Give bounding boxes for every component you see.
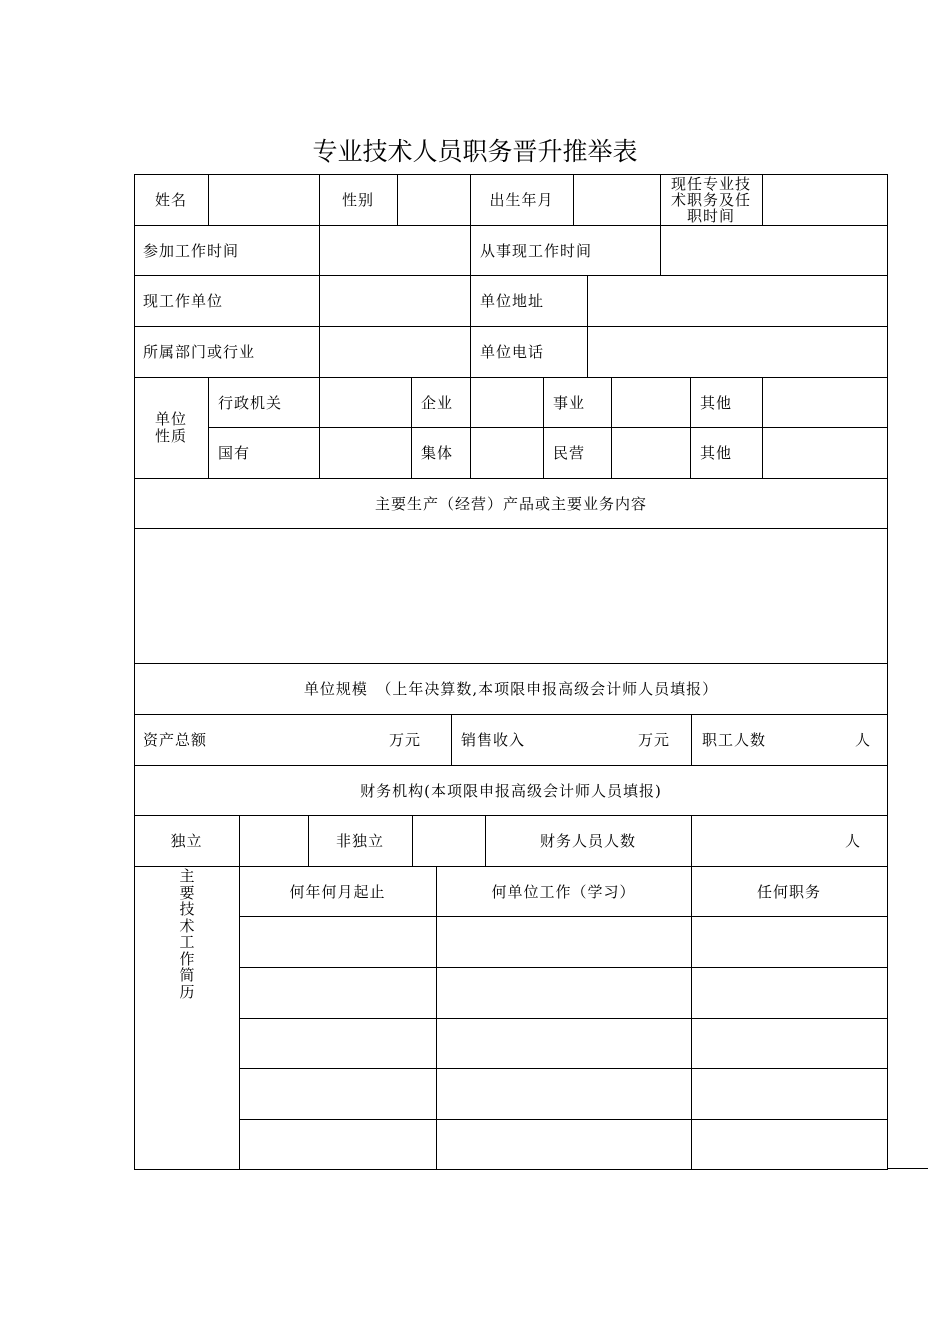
row-line <box>134 714 888 715</box>
col-line <box>239 815 240 866</box>
col-line <box>411 377 412 478</box>
current-position-label-line2: 术职务及任 <box>670 191 751 209</box>
table-border-bottom <box>134 1169 888 1170</box>
nature-option-state-owned: 国有 <box>218 444 251 462</box>
nature-label-line1: 单位 <box>154 410 187 428</box>
resume-col-time: 何年何月起止 <box>289 883 386 901</box>
col-line <box>762 377 763 478</box>
row-line <box>239 1018 888 1019</box>
work-start-label: 参加工作时间 <box>143 242 240 260</box>
table-border-right <box>887 174 888 1170</box>
employer-address-label: 单位地址 <box>480 292 545 310</box>
col-line <box>573 174 574 225</box>
total-assets-label: 资产总额 <box>143 731 208 749</box>
col-line <box>470 377 471 478</box>
stray-rule <box>888 1168 928 1169</box>
row-line <box>239 916 888 917</box>
birth-date-label: 出生年月 <box>489 191 554 209</box>
col-line <box>691 714 692 765</box>
nature-option-other-1: 其他 <box>700 394 733 412</box>
finance-section-header: 财务机构(本项限申报高级会计师人员填报) <box>360 782 662 800</box>
nature-option-other-2: 其他 <box>700 444 733 462</box>
total-assets-unit: 万元 <box>389 731 422 749</box>
row-line <box>208 427 888 428</box>
table-border-left <box>134 174 135 1170</box>
col-line <box>397 174 398 225</box>
current-work-start-label: 从事现工作时间 <box>480 242 593 260</box>
row-line <box>134 528 888 529</box>
current-position-label-line3: 职时间 <box>686 207 735 225</box>
department-label: 所属部门或行业 <box>143 343 256 361</box>
table-border-top <box>134 174 888 175</box>
col-line <box>319 225 320 275</box>
page-title: 专业技术人员职务晋升推举表 <box>312 137 638 166</box>
col-line <box>208 377 209 478</box>
scale-section-header: 单位规模 （上年决算数,本项限申报高级会计师人员填报） <box>303 680 719 698</box>
finance-independent-label: 独立 <box>170 832 203 850</box>
col-line <box>451 714 452 765</box>
resume-section-label: 主要技术工作简历 <box>179 867 195 1001</box>
row-line <box>239 967 888 968</box>
row-line <box>134 478 888 479</box>
finance-staff-count-label: 财务人员人数 <box>539 832 636 850</box>
row-line <box>134 275 888 276</box>
employer-label: 现工作单位 <box>143 292 224 310</box>
nature-option-private: 民营 <box>553 444 586 462</box>
nature-option-institution: 事业 <box>553 394 586 412</box>
col-line <box>691 815 692 866</box>
col-line <box>611 377 612 478</box>
resume-col-role: 任何职务 <box>756 883 821 901</box>
col-line <box>470 225 471 275</box>
col-line <box>660 225 661 275</box>
gender-label: 性别 <box>341 191 374 209</box>
finance-non-independent-label: 非独立 <box>335 832 384 850</box>
nature-option-collective: 集体 <box>421 444 454 462</box>
row-line <box>134 663 888 664</box>
nature-label-line2: 性质 <box>154 427 187 445</box>
col-line <box>319 275 320 377</box>
col-line <box>587 275 588 377</box>
finance-staff-unit: 人 <box>845 832 862 850</box>
nature-option-enterprise: 企业 <box>421 394 454 412</box>
row-line <box>134 866 888 867</box>
col-line <box>470 275 471 377</box>
col-line <box>239 866 240 1170</box>
col-line <box>543 377 544 478</box>
row-line <box>134 326 888 327</box>
col-line <box>319 377 320 478</box>
current-position-label-line1: 现任专业技 <box>670 175 751 193</box>
row-line <box>239 1119 888 1120</box>
row-line <box>134 765 888 766</box>
col-line <box>436 866 437 1170</box>
staff-count-unit: 人 <box>855 731 872 749</box>
row-line <box>239 1068 888 1069</box>
col-line <box>691 866 692 1170</box>
name-label: 姓名 <box>154 191 187 209</box>
row-line <box>134 225 888 226</box>
resume-col-unit: 何单位工作（学习） <box>491 883 636 901</box>
col-line <box>690 377 691 478</box>
nature-option-government: 行政机关 <box>218 394 283 412</box>
row-line <box>134 815 888 816</box>
sales-revenue-unit: 万元 <box>638 731 671 749</box>
business-section-header: 主要生产（经营）产品或主要业务内容 <box>374 495 647 513</box>
col-line <box>208 174 209 225</box>
row-line <box>134 377 888 378</box>
col-line <box>762 174 763 225</box>
employer-phone-label: 单位电话 <box>480 343 545 361</box>
col-line <box>412 815 413 866</box>
sales-revenue-label: 销售收入 <box>461 731 526 749</box>
staff-count-label: 职工人数 <box>702 731 767 749</box>
